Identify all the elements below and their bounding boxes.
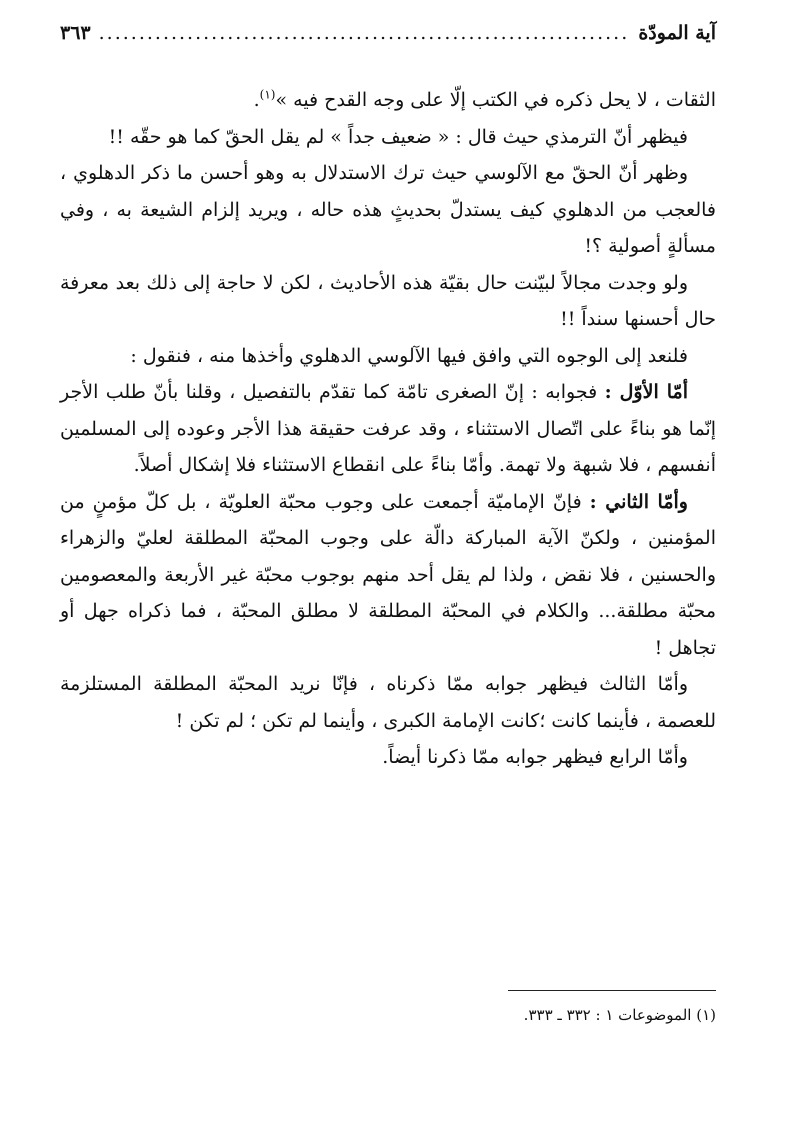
paragraph-text: ولو وجدت مجالاً لبيّنت حال بقيّة هذه الأحاديث ، لكن لا حاجة إلى ذلك بعد معرفة حال أحسنها سنداً !! — [60, 271, 716, 330]
paragraph-text: فإنّ الإماميّة أجمعت على وجوب محبّة العلويّة ، بل كلّ مؤمنٍ من المؤمنين ، ولكنّ الآية المباركة دالّة على وجوب المحبّة المطلقة لعليّ والزهراء والحسنين ، فلا نقض ، ولذا لم يقل أحد منهم بوجوب محبّة غير الأربعة والمعصومين محبّة مطلقة... والكلام في المحبّة المطلقة لا مطلق المحبّة ، فما ذكراه جهل أو تجاهل ! — [60, 490, 716, 659]
paragraph-9 — [60, 739, 716, 776]
paragraph-5 — [60, 338, 716, 375]
running-header-title: آية المودّة — [638, 22, 716, 44]
paragraph-text: فلنعد إلى الوجوه التي وافق فيها الآلوسي الدهلوي وأخذها منه ، فنقول : — [130, 344, 688, 367]
footnote-reference: (١) — [259, 87, 276, 102]
paragraph-6 — [60, 374, 716, 484]
paragraph-text: الثقات ، لا يحل ذكره في الكتب إلّا على وجه القدح فيه » — [275, 89, 716, 111]
footnote-1: (١) الموضوعات ١ : ٣٣٢ ـ ٣٣٣. — [523, 1006, 716, 1024]
paragraph-4 — [60, 265, 716, 338]
paragraph-text: فجوابه : إنّ الصغرى تامّة كما تقدّم بالتفصيل ، وقلنا بأنّ طلب الأجر إنّما هو بناءً على اتّصال الاستثناء ، وقد عرفت حقيقة هذا الأجر وعوده إلى المسلمين أنفسهم ، فلا شبهة ولا تهمة. وأمّا بناءً على انقطاع الاستثناء فلا إشكال أصلاً. — [60, 381, 717, 476]
header-dot-leader — [99, 22, 631, 44]
running-header — [60, 22, 716, 56]
paragraph-8 — [60, 666, 716, 739]
paragraph-text: وأمّا الثالث فيظهر جوابه ممّا ذكرناه ، فإنّا نريد المحبّة المطلقة المستلزمة للعصمة ، فأينما كانت ؛كانت الإمامة الكبرى ، وأينما لم تكن ؛ لم تكن ! — [60, 673, 716, 732]
paragraph-lead: أمّا الأوّل : — [604, 381, 688, 403]
body-text — [60, 82, 716, 776]
paragraph-2 — [60, 119, 716, 156]
paragraph-tail: . — [253, 89, 260, 111]
book-page — [60, 22, 716, 1102]
paragraph-7 — [60, 484, 716, 667]
paragraph-text: وأمّا الرابع فيظهر جوابه ممّا ذكرنا أيضاً. — [382, 746, 688, 768]
page-number: ٣٦٣ — [60, 22, 91, 44]
paragraph-text: وظهر أنّ الحقّ مع الآلوسي حيث ترك الاستدلال به وهو أحسن ما ذكر الدهلوي ، فالعجب من الدهلوي كيف يستدلّ بحديثٍ هذه حاله ، ويريد إلزام الشيعة به ، وفي مسألةٍ أصولية ؟! — [60, 162, 716, 257]
footnote-separator — [508, 990, 716, 991]
paragraph-1 — [60, 82, 716, 119]
paragraph-lead: وأمّا الثاني : — [589, 490, 688, 513]
paragraph-3 — [60, 155, 716, 265]
paragraph-text: فيظهر أنّ الترمذي حيث قال : « ضعيف جداً » لم يقل الحقّ كما هو حقّه !! — [108, 125, 688, 148]
